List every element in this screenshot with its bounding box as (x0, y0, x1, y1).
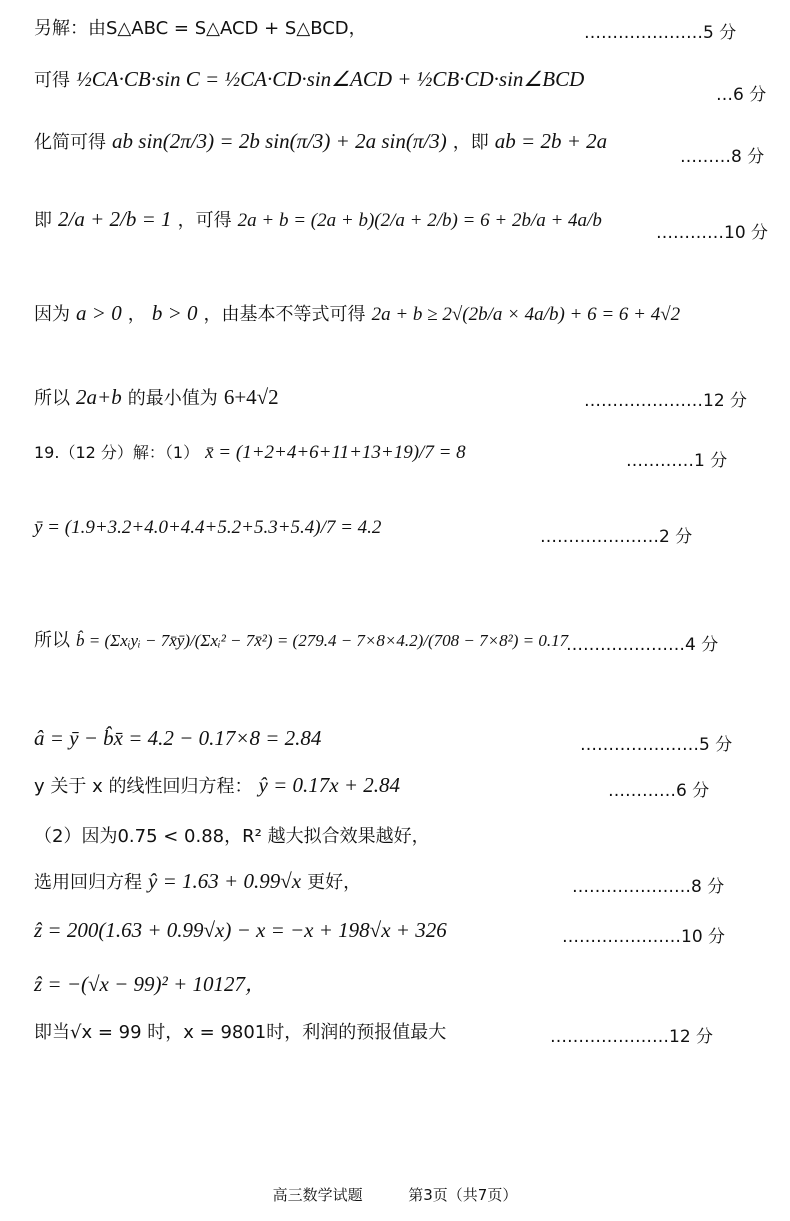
part2-line (34, 822, 430, 848)
slope-prefix: 所以 (34, 630, 70, 651)
minimum-mid: 的最小值为 (127, 388, 218, 409)
reciprocal-prefix: 即 (34, 210, 52, 231)
conclusion-text: 即当√x = 99 时，x = 9801时，利润的预报值最大 (34, 1022, 447, 1043)
simplify-prefix: 化简可得 (34, 132, 106, 153)
x-mean: x̄ = (1+2+4+6+11+13+19)/7 = 8 (205, 442, 466, 463)
score-5: …………………5 分 (584, 23, 737, 43)
regression-text: y 关于 x 的线性回归方程： (34, 776, 253, 797)
intercept-formula: â = ȳ − b̂x̄ = 4.2 − 0.17×8 = 2.84 (34, 726, 322, 750)
slope-formula: b̂ = (Σxᵢyᵢ − 7x̄ȳ)/(Σxᵢ² − 7x̄²) = (279.4 − 7×8×4.2)/(708 − 7×8²) = 0.17 (76, 631, 569, 650)
chosen-model: ŷ = 1.63 + 0.99√x (148, 869, 302, 893)
inequality-line: 因为 a > 0 ， b > 0 ，由基本不等式可得 2a + b ≥ 2√(2b/a × 4a/b) + 6 = 6 + 4√2 (34, 301, 681, 325)
reciprocal-expansion: 2a + b = (2a + b)(2/a + 2/b) = 6 + 2b/a + 4a/b (237, 210, 602, 231)
y-mean-line (34, 516, 381, 539)
score-12b: …………………12 分 (550, 1027, 714, 1047)
score-2: …………………2 分 (540, 527, 693, 547)
am-gm-inequality: 2a + b ≥ 2√(2b/a × 4a/b) + 6 = 6 + 4√2 (371, 304, 681, 325)
part2-text: （2）因为0.75 < 0.88，R² 越大拟合效果越好， (34, 826, 430, 847)
score-12a: …………………12 分 (584, 391, 748, 411)
area-equation: ½CA·CB·sin C = ½CA·CD·sin∠ACD + ½CB·CD·sin∠BCD (76, 67, 585, 91)
intercept-line (34, 726, 321, 751)
vertex-line (34, 968, 266, 998)
footer-page: 第3页（共7页） (408, 1186, 518, 1204)
choose-model-text: 选用回归方程 (34, 872, 142, 893)
q19-prefix: 19.（12 分）解：（1） (34, 443, 200, 462)
alt-solution-text: 另解：由S△ABC = S△ACD + S△BCD， (34, 18, 367, 39)
inequality-prefix: 因为 (34, 304, 70, 325)
choose-model-line (34, 868, 361, 894)
conclusion-line (34, 1018, 446, 1044)
score-8b: …………………8 分 (572, 877, 725, 897)
score-6: …6 分 (716, 85, 767, 105)
score-8: ………8 分 (680, 147, 765, 167)
choose-model-tail: 更好， (307, 872, 362, 893)
score-10: …………10 分 (656, 223, 769, 243)
minimum-expr: 2a+b (76, 385, 122, 409)
vertex-formula: ẑ = −(√x − 99)² + 10127， (34, 972, 266, 996)
score-1: …………1 分 (626, 451, 728, 471)
footer-title: 高三数学试题 (272, 1186, 363, 1204)
y-mean: ȳ = (1.9+3.2+4.0+4.4+5.2+5.3+5.4)/7 = 4.2 (34, 517, 382, 538)
minimum-line (34, 384, 279, 410)
slope-line (34, 626, 568, 652)
simplify-mid: ，即 (452, 132, 489, 153)
inequality-mid: ，由基本不等式可得 (203, 304, 366, 325)
simplify-result: ab = 2b + 2a (494, 129, 608, 153)
regression-line (34, 772, 400, 798)
score-6b: …………6 分 (608, 781, 710, 801)
profit-formula: ẑ = 200(1.63 + 0.99√x) − x = −x + 198√x + 326 (34, 918, 447, 942)
score-4: …………………4 分 (566, 635, 719, 655)
minimum-value: 6+4√2 (223, 385, 279, 409)
reciprocal-mid: ，可得 (177, 210, 232, 231)
score-10b: …………………10 分 (562, 927, 726, 947)
area-equation-prefix: 可得 (34, 70, 70, 91)
minimum-prefix: 所以 (34, 388, 70, 409)
page-footer (0, 1184, 790, 1205)
q19-line (34, 440, 466, 464)
profit-line (34, 918, 447, 943)
simplify-equation: ab sin(2π/3) = 2b sin(π/3) + 2a sin(π/3) (112, 129, 447, 153)
reciprocal-line (34, 206, 602, 232)
score-5b: …………………5 分 (580, 735, 733, 755)
regression-equation: ŷ = 0.17x + 2.84 (258, 773, 400, 797)
simplify-line (34, 128, 607, 154)
alt-solution-line (34, 14, 367, 40)
condition-a: a > 0 (76, 301, 122, 325)
condition-b: b > 0 (151, 301, 198, 325)
reciprocal-equation: 2/a + 2/b = 1 (58, 207, 172, 231)
area-equation-line (34, 66, 584, 92)
